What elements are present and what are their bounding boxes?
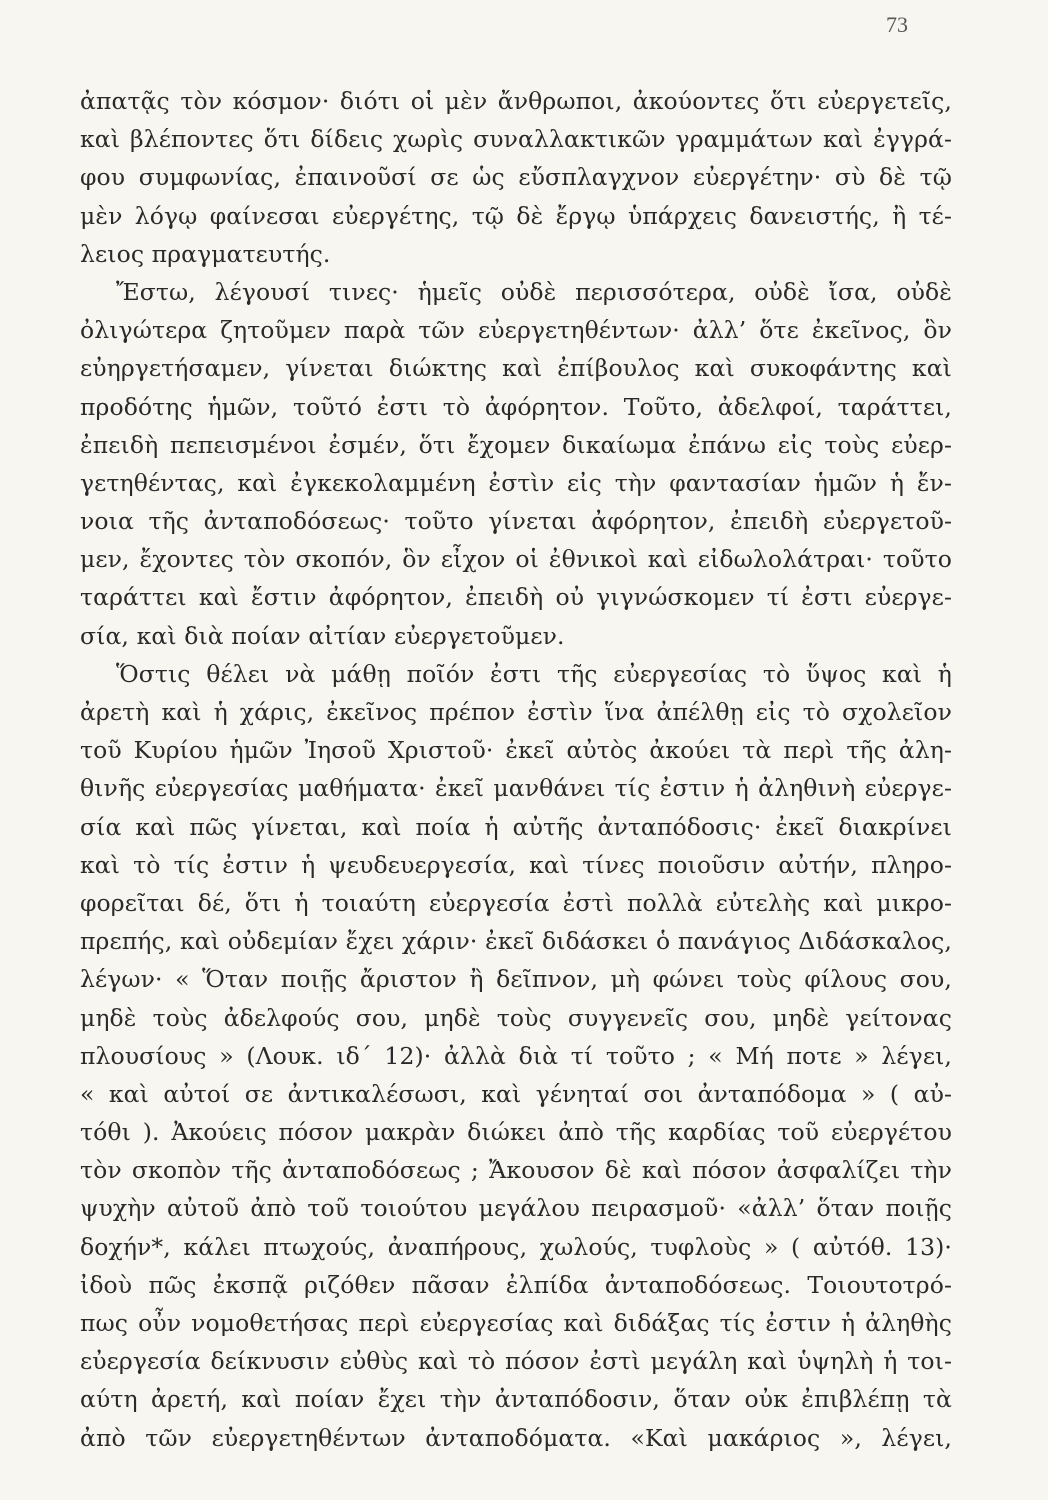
text-line: ἐπειδὴ πεπεισμένοι ἐσμέν, ὅτι ἔχομεν δικαίωμα ἐπάνω εἰς τοὺς εὐερ- (80, 430, 952, 459)
text-line: ἀπὸ τῶν εὐεργετηθέντων ἀνταποδόματα. «Καὶ μακάριος », λέγει, (80, 1423, 952, 1452)
text-line: ταράττει καὶ ἔστιν ἀφόρητον, ἐπειδὴ οὐ γιγνώσκομεν τί ἐστι εὐεργε- (80, 583, 952, 612)
body-text (80, 82, 952, 1457)
text-line: αύτη ἀρετή, καὶ ποίαν ἔχει τὴν ἀνταπόδοσιν, ὅταν οὐκ ἐπιβλέπῃ τὰ (80, 1385, 952, 1414)
text-line: πλουσίους » (Λουκ. ιδ΄ 12)· ἀλλὰ διὰ τί τοῦτο ; « Μή ποτε » λέγει, (80, 1041, 952, 1070)
text-line: ὀλιγώτερα ζητοῦμεν παρὰ τῶν εὐεργετηθέντων· ἀλλ’ ὅτε ἐκεῖνος, ὃν (80, 316, 952, 345)
text-line: προδότης ἡμῶν, τοῦτό ἐστι τὸ ἀφόρητον. Τοῦτο, ἀδελφοί, ταράττει, (80, 392, 952, 421)
text-line: καὶ βλέποντες ὅτι δίδεις χωρὶς συναλλακτικῶν γραμμάτων καὶ ἐγγρά- (80, 125, 952, 154)
text-line: νοια τῆς ἀνταποδόσεως· τοῦτο γίνεται ἀφόρητον, ἐπειδὴ εὐεργετοῦ- (80, 507, 952, 536)
text-line: καὶ τὸ τίς ἐστιν ἡ ψευδευεργεσία, καὶ τίνες ποιοῦσιν αὐτήν, πληρο- (80, 850, 952, 879)
text-line: φορεῖται δέ, ὅτι ἡ τοιαύτη εὐεργεσία ἐστὶ πολλὰ εὐτελὴς καὶ μικρο- (80, 888, 952, 917)
text-line: μηδὲ τοὺς ἀδελφούς σου, μηδὲ τοὺς συγγενεῖς σου, μηδὲ γείτονας (80, 1003, 952, 1032)
text-line: ἀρετὴ καὶ ἡ χάρις, ἐκεῖνος πρέπον ἐστὶν ἵνα ἀπέλθῃ εἰς τὸ σχολεῖον (80, 698, 952, 726)
text-line: σία καὶ πῶς γίνεται, καὶ ποία ἡ αὐτῆς ἀνταπόδοσις· ἐκεῖ διακρίνει (80, 812, 952, 841)
text-line: Ὅστις θέλει νὰ μάθῃ ποῖόν ἐστι τῆς εὐεργεσίας τὸ ὕψος καὶ ἡ (116, 659, 952, 688)
text-line: μεν, ἔχοντες τὸν σκοπόν, ὃν εἶχον οἱ ἐθνικοὶ καὶ εἰδωλολάτραι· τοῦτο (80, 545, 952, 574)
text-line: τὸν σκοπὸν τῆς ἀνταποδόσεως ; Ἄκουσον δὲ καὶ πόσον ἀσφαλίζει τὴν (80, 1156, 952, 1185)
text-line: ψυχὴν αὐτοῦ ἀπὸ τοῦ τοιούτου μεγάλου πειρασμοῦ· «ἀλλ’ ὅταν ποιῇς (80, 1194, 952, 1223)
text-line: Ἔστω, λέγουσί τινες· ἡμεῖς οὐδὲ περισσότερα, οὐδὲ ἴσα, οὐδὲ (116, 277, 952, 306)
text-line: εὐηργετήσαμεν, γίνεται διώκτης καὶ ἐπίβουλος καὶ συκοφάντης καὶ (80, 354, 952, 383)
text-line: τοῦ Κυρίου ἡμῶν Ἰησοῦ Χριστοῦ· ἐκεῖ αὐτὸς ἀκούει τὰ περὶ τῆς ἀλη- (80, 736, 952, 765)
text-line: μὲν λόγῳ φαίνεσαι εὐεργέτης, τῷ δὲ ἔργῳ ὑπάρχεις δανειστής, ἢ τέ- (80, 201, 952, 230)
page-number: 73 (886, 12, 908, 37)
text-line: ἰδοὺ πῶς ἐκσπᾷ ριζόθεν πᾶσαν ἐλπίδα ἀνταποδόσεως. Τοιουτοτρό- (80, 1270, 952, 1299)
text-line: λέγων· « Ὅταν ποιῇς ἄριστον ἢ δεῖπνον, μὴ φώνει τοὺς φίλους σου, (80, 965, 952, 994)
text-line: πως οὖν νομοθετήσας περὶ εὐεργεσίας καὶ διδάξας τίς ἐστιν ἡ ἀληθὴς (80, 1309, 952, 1337)
text-line: εὐεργεσία δείκνυσιν εὐθὺς καὶ τὸ πόσον ἐστὶ μεγάλη καὶ ὑψηλὴ ἡ τοι- (80, 1347, 952, 1376)
text-line: σία, καὶ διὰ ποίαν αἰτίαν εὐεργετοῦμεν. (80, 621, 565, 650)
text-line: λειος πραγματευτής. (80, 239, 331, 268)
text-line: « καὶ αὐτοί σε ἀντικαλέσωσι, καὶ γένηταί σοι ἀνταπόδομα » ( αὐ- (80, 1079, 952, 1108)
text-line: τόθι ). Ἀκούεις πόσον μακρὰν διώκει ἀπὸ τῆς καρδίας τοῦ εὐεργέτου (80, 1118, 952, 1147)
text-line: φου συμφωνίας, ἐπαινοῦσί σε ὡς εὔσπλαγχνον εὐεργέτην· σὺ δὲ τῷ (80, 163, 952, 192)
text-line: θινῆς εὐεργεσίας μαθήματα· ἐκεῖ μανθάνει τίς ἐστιν ἡ ἀληθινὴ εὐεργε- (80, 774, 952, 803)
text-line: πρεπής, καὶ οὐδεμίαν ἔχει χάριν· ἐκεῖ διδάσκει ὁ πανάγιος Διδάσκαλος, (80, 927, 952, 956)
text-line: γετηθέντας, καὶ ἐγκεκολαμμένη ἐστὶν εἰς τὴν φαντασίαν ἡμῶν ἡ ἔν- (80, 468, 952, 497)
text-line: ἀπατᾷς τὸν κόσμον· διότι οἱ μὲν ἄνθρωποι, ἀκούοντες ὅτι εὐεργετεῖς, (80, 87, 952, 115)
text-line: δοχήν*, κάλει πτωχούς, ἀναπήρους, χωλούς, τυφλοὺς » ( αὐτόθ. 13)· (80, 1232, 952, 1261)
